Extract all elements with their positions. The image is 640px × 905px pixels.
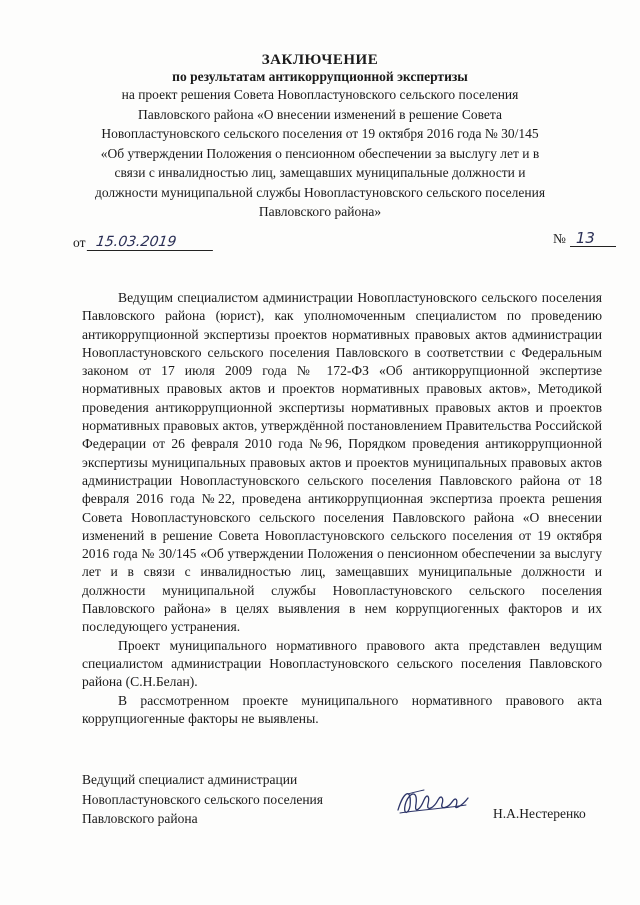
position-line: Павловского района xyxy=(82,811,198,826)
heading-line: Павловского района «О внесении изменений в решение Совета xyxy=(138,106,502,122)
document-subtitle: по результатам антикоррупционной экспертизы xyxy=(172,69,468,84)
heading-line: «Об утверждении Положения о пенсионном обеспечении за выслугу лет и в xyxy=(100,145,540,161)
date-value-handwritten: 15.03.2019 xyxy=(87,234,215,251)
document-title: ЗАКЛЮЧЕНИЕ xyxy=(261,52,379,68)
position-line: Ведущий специалист администрации xyxy=(82,772,298,787)
body-paragraph: В рассмотренном проекте муниципального нормативного правового акта коррупциогенные факторы не выявлены. xyxy=(82,692,602,726)
number-value-handwritten: 13 xyxy=(570,230,616,247)
number-prefix: № xyxy=(553,231,566,246)
document-heading xyxy=(70,85,570,222)
date-prefix: от xyxy=(73,235,86,250)
heading-line: на проект решения Совета Новопластуновского сельского поселения xyxy=(121,87,519,102)
heading-line: Новопластуновского сельского поселения от 19 октября 2016 года № 30/145 xyxy=(101,126,539,141)
position-line: Новопластуновского сельского поселения xyxy=(82,791,323,807)
body-paragraph: Проект муниципального нормативного правового акта представлен ведущим специалистом администрации Новопластуновского сельского поселения Павловского района (С.Н.Белан). xyxy=(82,637,602,690)
heading-line: Павловского района» xyxy=(258,204,382,219)
document-body xyxy=(82,289,602,728)
signature-position xyxy=(82,770,382,829)
document-number xyxy=(553,230,616,247)
document-date xyxy=(73,234,214,251)
handwritten-signature-icon xyxy=(394,780,474,824)
body-paragraph: Ведущим специалистом администрации Новопластуновского сельского поселения Павловского района (юрист), как уполномоченным специалистом по проведению антикоррупционной экспертизы проектов нормативных правовых актов администрации Новопластуновского сельского поселения Павловского в соответствии с Федеральным законом от 17 июля 2009 года № 172-ФЗ «Об антикоррупционной экспертизе нормативных правовых актов и проектов нормативных правовых актов», Методикой проведения антикоррупционной экспертизы нормативных правовых актов и проектов нормативных правовых актов, утверждённой постановлением Правительства Российской Федерации от 26 февраля 2010 года №96, Порядком проведения антикоррупционной экспертизы муниципальных правовых актов и проектов муниципальных правовых актов администрации Новопластуновского сельского поселения Павловского района от 18 февраля 2016 года №22, проведена антикоррупционная экспертиза проекта решения Совета Новопластуновского сельского поселения Павловского района «О внесении изменений в решение Совета Новопластуновского сельского поселения от 19 октября 2016 года № 30/145 «Об утверждении Положения о пенсионном обеспечении за выслугу лет и в связи с инвалидностью лиц, замещавших муниципальные должности и должности муниципальной службы Новопластуновского сельского поселения Павловского района» в целях выявления в нем коррупциогенных факторов и их последующего устранения. xyxy=(82,290,602,635)
heading-line: связи с инвалидностью лиц, замещавших муниципальные должности и xyxy=(114,165,526,180)
heading-line: должности муниципальной службы Новопластуновского сельского поселения xyxy=(94,184,546,200)
signer-name: Н.А.Нестеренко xyxy=(493,806,586,821)
